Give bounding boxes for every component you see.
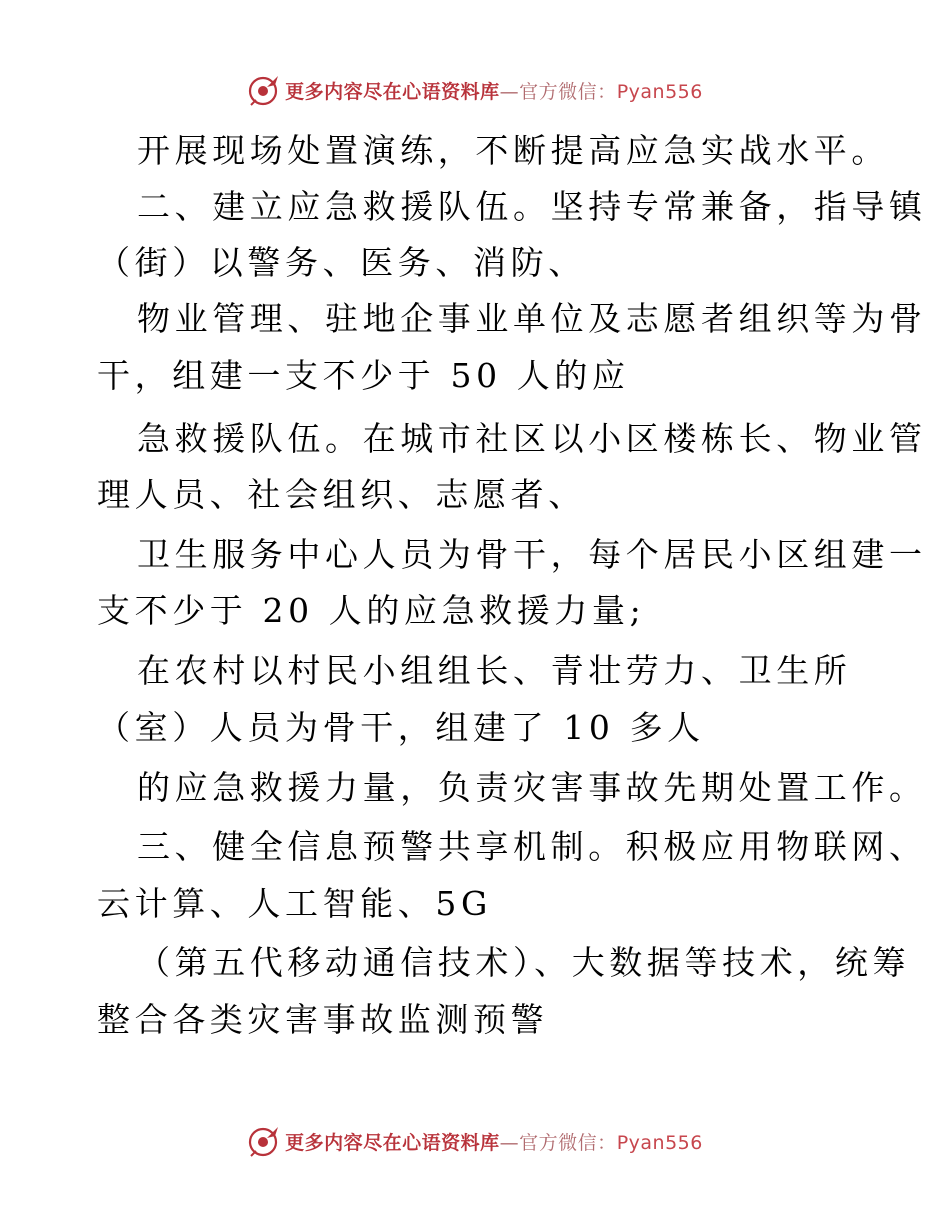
body-line-6: 急救援队伍。在城市社区以小区楼栋长、物业管 <box>137 419 927 458</box>
header-banner-text <box>285 77 703 104</box>
body-line-1: 开展现场处置演练，不断提高应急实战水平。 <box>137 131 889 170</box>
quill-pen-logo-icon <box>247 73 281 107</box>
footer-official-label: 官方微信： <box>519 1131 617 1154</box>
footer-separator: — <box>499 1131 520 1154</box>
header-separator: — <box>499 80 520 103</box>
body-line-3: （街）以警务、医务、消防、 <box>97 243 586 282</box>
body-line-12: 的应急救援力量，负责灾害事故先期处置工作。 <box>137 768 927 807</box>
footer-wechat-id: Pyan556 <box>616 1131 703 1154</box>
body-line-2: 二、建立应急救援队伍。坚持专常兼备，指导镇 <box>137 187 927 226</box>
body-line-11: （室）人员为骨干，组建了 10 多人 <box>97 708 705 747</box>
header-wechat-id: Pyan556 <box>616 80 703 103</box>
footer-banner <box>0 1121 950 1161</box>
footer-brand-text: 更多内容尽在心语资料库 <box>285 1131 500 1154</box>
body-line-16: 整合各类灾害事故监测预警 <box>97 1000 549 1039</box>
footer-banner-text <box>285 1128 703 1155</box>
body-line-4: 物业管理、驻地企事业单位及志愿者组织等为骨 <box>137 299 927 338</box>
header-brand-text: 更多内容尽在心语资料库 <box>285 80 500 103</box>
body-line-8: 卫生服务中心人员为骨干，每个居民小区组建一 <box>137 535 927 574</box>
body-line-9: 支不少于 20 人的应急救援力量; <box>97 591 646 630</box>
body-line-13: 三、健全信息预警共享机制。积极应用物联网、 <box>137 827 927 866</box>
body-line-15: （第五代移动通信技术）、大数据等技术，统筹 <box>137 943 911 982</box>
body-line-10: 在农村以村民小组组长、青壮劳力、卫生所 <box>137 651 852 690</box>
header-official-label: 官方微信： <box>519 80 617 103</box>
body-line-14: 云计算、人工智能、5G <box>97 884 492 923</box>
body-line-7: 理人员、社会组织、志愿者、 <box>97 475 586 514</box>
quill-pen-logo-icon <box>247 1124 281 1158</box>
header-banner <box>0 70 950 110</box>
body-line-5: 干，组建一支不少于 50 人的应 <box>97 356 630 395</box>
